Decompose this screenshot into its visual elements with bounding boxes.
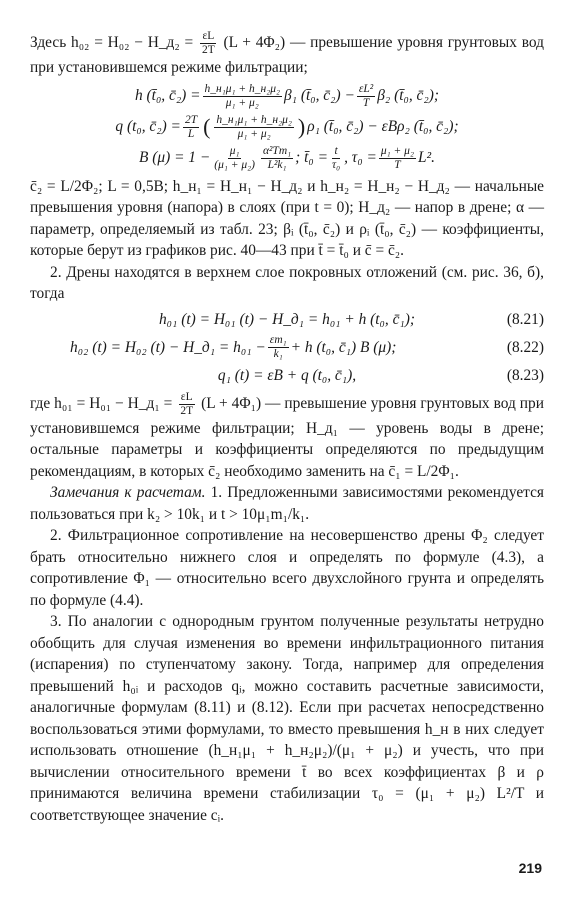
equation-number: (8.22) (506, 338, 544, 356)
paragraph-intro (30, 30, 544, 79)
frac-num: h_н₁μ₁ + h_н₂μ₂ (216, 113, 292, 126)
paragraph-case-2: 2. Дрены находятся в верхнем слое покровных отложений (см. рис. 36, б), тогда (30, 263, 544, 302)
equation-h (30, 83, 544, 110)
equation-b (30, 145, 544, 172)
frac-num: 2T (184, 113, 198, 126)
eq-h-end: β₂ (t̄₀, c̄₂); (377, 87, 439, 105)
frac-num: α²Tm₁ (262, 144, 292, 157)
equation-8-21 (30, 309, 544, 331)
page-number: 219 (518, 860, 542, 876)
fraction (183, 114, 199, 141)
fraction (357, 83, 375, 110)
eq-8-22-lhs: h₀₂ (t) = H₀₂ (t) − H_д₁ = h₀₁ − (70, 338, 266, 356)
frac-den: L²k₁ (267, 158, 287, 171)
frac-den: (μ₁ + μ₂) (214, 158, 255, 171)
frac-num: εm₁ (269, 334, 287, 346)
where-intro: где h₀₁ = H₀₁ − H_д₁ = (30, 394, 173, 412)
remark-1: 1. Предложенными зависимостями рекомендуется пользоваться при k₂ > 10k₁ и t > 10μ₁m₁/k₁. (30, 484, 544, 523)
intro-text: Здесь h₀₂ = H₀₂ − H_д₂ = (30, 34, 194, 52)
fraction (330, 145, 342, 172)
equation-8-22 (30, 334, 544, 361)
frac-den: τ₀ (331, 158, 341, 171)
fraction (214, 114, 293, 141)
frac-den: 2T (180, 404, 194, 417)
paragraph-where (30, 391, 544, 483)
frac-num: h_н₁μ₁ + h_н₂μ₂ (204, 82, 280, 95)
frac-num: μ₁ (229, 144, 240, 157)
paragraph-remarks-2: 2. Фильтрационное сопротивление на несовершенство дрены Φ₂ следует брать относительно нижнего слоя и определять по формуле (4.3), а сопротивление Φ₁ — относительно всего двухслойного грунта и определять по формуле (4.4). (30, 527, 544, 609)
frac-num: εL² (358, 82, 374, 95)
fraction (203, 83, 282, 110)
eq-h-lhs: h (t̄₀, c̄₂) = (135, 87, 201, 105)
eq-b-end: L². (417, 149, 435, 167)
frac-den: μ₁ + μ₂ (237, 127, 271, 140)
fraction (261, 145, 293, 172)
where-rest: (L + 4Φ₁) — превышение уровня грунтовых вод при установившемся режиме фильтрации; H_д₁ — уровень воды в дрене; остальные параметры и коэффициенты определяются по предыдущим рекомендациям, в которых c̄₂ необходимо заменить на c̄₁ = L/2Φ₁. (30, 394, 544, 480)
eq-b-lhs: B (μ) = 1 − (139, 149, 211, 167)
frac-num: μ₁ + μ₂ (380, 144, 414, 157)
bracket: ( (203, 114, 211, 140)
equation-q (30, 114, 544, 141)
eq-q-lhs: q (t₀, c̄₂) = (115, 118, 181, 136)
frac-den: μ₁ + μ₂ (225, 96, 259, 109)
equation-number: (8.21) (506, 310, 544, 328)
frac-den: L (187, 127, 195, 140)
fraction (379, 145, 416, 172)
frac-den: T (362, 96, 370, 109)
bracket: ) (297, 114, 306, 140)
equation-number: (8.23) (506, 367, 544, 384)
frac-num: εL (180, 390, 193, 403)
eq-b-t0: ; t̄₀ = (295, 149, 328, 167)
paragraph-definitions: c̄₂ = L/2Φ₂; L = 0,5B; h_н₁ = H_н₁ − H_д₂ и h_н₂ = H_н₂ − H_д₂ — начальные превышения уровня (напора) в слоях (при t = 0); H_д₂ — напор в дрене; α — параметр, определяемый из табл. 23; βᵢ (t̄₀, c̄₂) и ρᵢ (t̄₀, c̄₂) — коэффициенты, которые берут из графиков рис. 40—43 при t̄ = t̄₀ и c̄ = c̄₂. (30, 177, 544, 259)
remarks-title: Замечания к расчетам. (50, 484, 206, 501)
frac-den: T (394, 158, 401, 171)
frac-num: t (334, 144, 338, 157)
fraction (212, 145, 257, 172)
eq-h-mid: β₁ (t̄₀, c̄₂) − (284, 87, 355, 105)
eq-8-21-body: h₀₁ (t) = H₀₁ (t) − H_д₁ = h₀₁ + h (t₀, c̄₁); (158, 310, 416, 328)
fraction (268, 334, 289, 361)
fraction (200, 30, 217, 57)
page-content (30, 30, 544, 826)
eq-8-23-body: q₁ (t) = εB + q (t₀, c̄₁), (217, 367, 357, 384)
eq-8-22-end: + h (t₀, c̄₁) B (μ); (290, 338, 397, 356)
paragraph-remarks-1 (30, 482, 544, 525)
paragraph-remarks-3: 3. По аналогии с однородным грунтом полученные результаты нетрудно обобщить для случая изменения во времени инфильтрационного питания (испарения) по ступенчатому закону. Тогда, например для определения превышений h₀ᵢ и расходов qᵢ, можно составить расчетные зависимости, аналогичные формулам (8.11) и (8.12). Если при расчетах непосредственно воспользоваться этими формулами, то вместо превышения h_н в них следует использовать отношение (h_н₁μ₁ + h_н₂μ₂)/(μ₁ + μ₂) и учесть, что при вычислении относительного времени t̄ во всех коэффициентах β и ρ принимаются величина времени стабилизации τ₀ = (μ₁ + μ₂) L²/T и соответствующее значение cᵢ. (30, 613, 544, 824)
fraction (178, 391, 195, 418)
frac-den: 2T (201, 44, 215, 56)
frac-num: εL (202, 30, 215, 42)
eq-b-tau: , τ₀ = (344, 149, 377, 167)
frac-den: k₁ (273, 348, 283, 360)
equation-8-23 (30, 365, 544, 387)
eq-q-end: ρ₁ (t̄₀, c̄₂) − εBρ₂ (t̄₀, c̄₂); (307, 118, 459, 136)
intro-rest: (L + 4Φ₂) — превышение уровня грунтовых вод при установившемся режиме фильтрации; (30, 34, 544, 76)
